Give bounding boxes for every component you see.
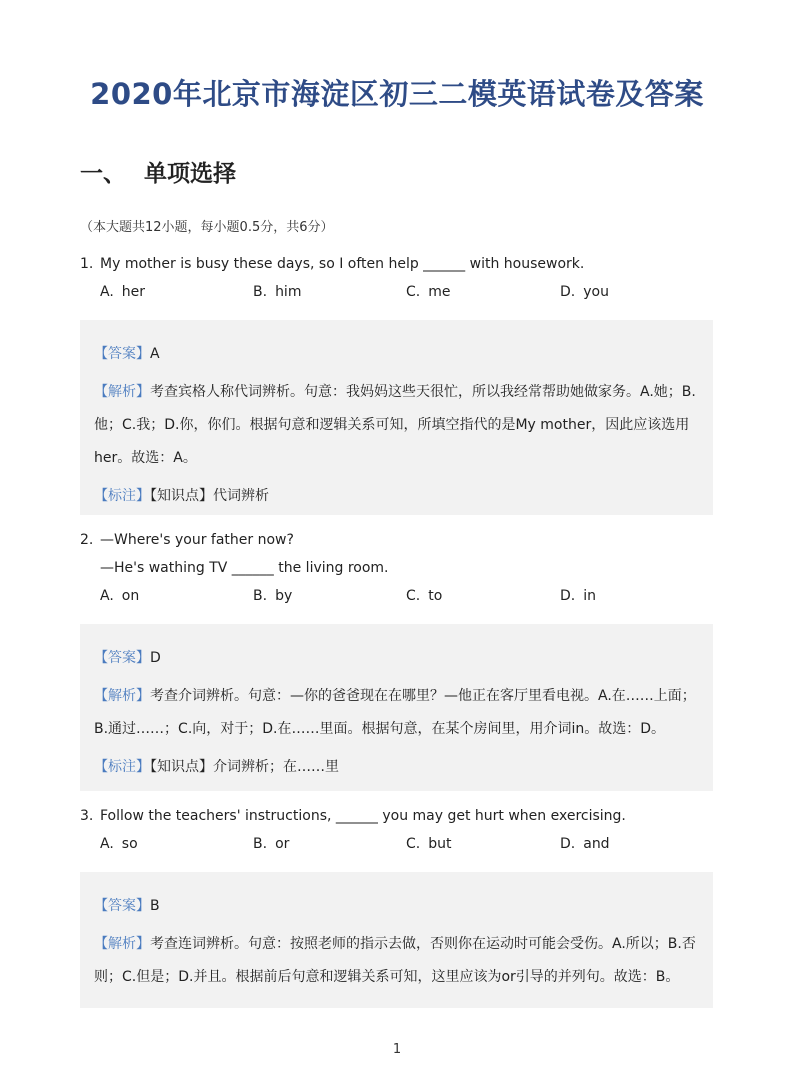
- section-heading: [80, 155, 236, 188]
- option-c: C. me: [406, 284, 451, 300]
- answer-line: [94, 338, 699, 371]
- analysis-tag: 【解析】: [94, 384, 150, 400]
- analysis-text: 考查宾格人称代词辨析。句意：我妈妈这些天很忙，所以我经常帮助她做家务。A.她；B.他；C.我；D.你，你们。根据句意和逻辑关系可知，所填空指代的是My mother，因此应该选用her。故选：A。: [94, 384, 696, 466]
- mark-text: 【知识点】介词辨析；在……里: [150, 759, 339, 775]
- analysis-line: [94, 680, 699, 746]
- question-number: 2.: [80, 532, 94, 548]
- page-number: 1: [392, 1042, 402, 1057]
- mark-tag: 【标注】: [94, 488, 150, 504]
- analysis-text: 考查连词辨析。句意：按照老师的指示去做，否则你在运动时可能会受伤。A.所以；B.否则；C.但是；D.并且。根据前后句意和逻辑关系可知，这里应该为or引导的并列句。故选：B。: [94, 936, 696, 985]
- analysis-text: 考查介词辨析。句意：—你的爸爸现在在哪里？—他正在客厅里看电视。A.在……上面；B.通过……；C.向，对于；D.在……里面。根据句意，在某个房间里，用介词in。故选：D。: [94, 688, 696, 737]
- section-title: 单项选择: [144, 161, 236, 187]
- option-a: A. her: [100, 284, 146, 300]
- question-3: [80, 802, 720, 858]
- option-d: D. in: [560, 588, 596, 604]
- options-row: [80, 582, 720, 610]
- analysis-tag: 【解析】: [94, 936, 150, 952]
- mark-text: 【知识点】代词辨析: [150, 488, 269, 504]
- options-row: [80, 278, 720, 306]
- question-number: 3.: [80, 808, 94, 824]
- mark-line: [94, 480, 699, 513]
- options-row: [80, 830, 720, 858]
- question-number: 1.: [80, 256, 94, 272]
- analysis-line: [94, 376, 699, 475]
- section-note: （本大题共12小题，每小题0.5分，共6分）: [80, 220, 334, 235]
- answer-value: D: [150, 650, 161, 666]
- answer-value: A: [150, 346, 160, 362]
- question-stem: —Where's your father now?: [100, 532, 294, 548]
- answer-tag: 【答案】: [94, 650, 150, 666]
- question-1: [80, 250, 720, 306]
- mark-tag: 【标注】: [94, 759, 150, 775]
- option-b: B. by: [253, 588, 293, 604]
- answer-box-3: [80, 872, 713, 1008]
- option-a: A. so: [100, 836, 138, 852]
- answer-tag: 【答案】: [94, 898, 150, 914]
- option-c: C. but: [406, 836, 452, 852]
- question-stem: My mother is busy these days, so I often help ______ with housework.: [100, 256, 585, 272]
- option-d: D. and: [560, 836, 610, 852]
- question-2: [80, 526, 720, 610]
- document-title: 2020年北京市海淀区初三二模英语试卷及答案: [90, 77, 704, 111]
- option-d: D. you: [560, 284, 609, 300]
- option-c: C. to: [406, 588, 443, 604]
- answer-box-2: [80, 624, 713, 791]
- analysis-tag: 【解析】: [94, 688, 150, 704]
- answer-value: B: [150, 898, 160, 914]
- analysis-line: [94, 928, 699, 994]
- section-number: 一、: [80, 161, 126, 187]
- answer-box-1: [80, 320, 713, 515]
- answer-line: [94, 642, 699, 675]
- question-stem: Follow the teachers' instructions, ______ you may get hurt when exercising.: [100, 808, 626, 824]
- option-a: A. on: [100, 588, 140, 604]
- option-b: B. or: [253, 836, 290, 852]
- answer-tag: 【答案】: [94, 346, 150, 362]
- mark-line: [94, 751, 699, 784]
- question-stem-line-2: —He's wathing TV ______ the living room.: [100, 560, 389, 576]
- option-b: B. him: [253, 284, 302, 300]
- answer-line: [94, 890, 699, 923]
